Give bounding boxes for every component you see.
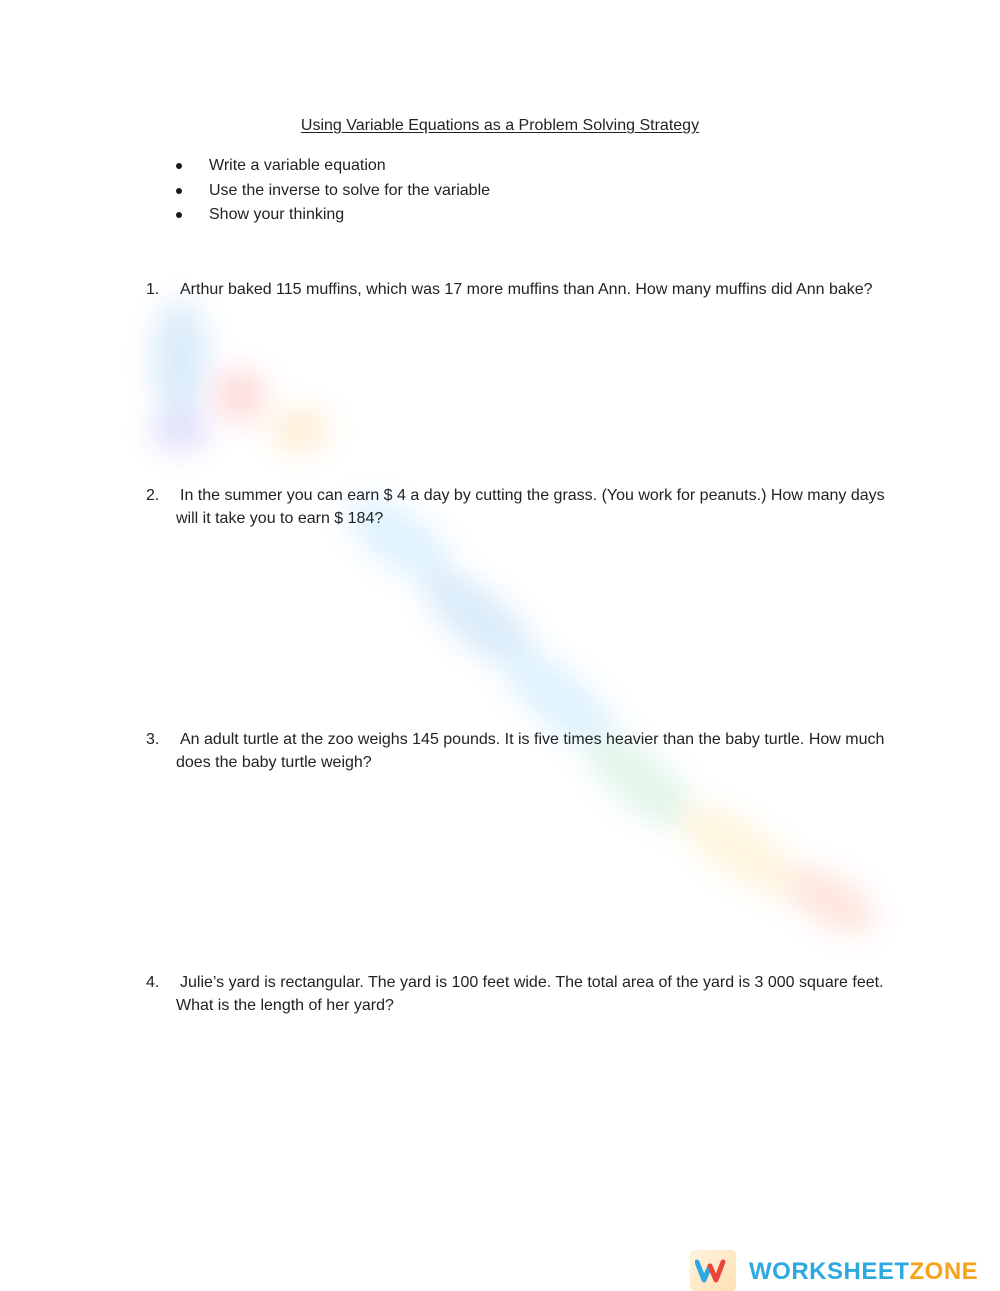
instruction-item	[176, 179, 490, 204]
bullet-icon	[176, 163, 182, 169]
question-text: An adult turtle at the zoo weighs 145 pounds. It is five times heavier than the baby turtle. How much does the baby turtle weigh?	[176, 731, 885, 771]
instructions-list	[176, 154, 490, 228]
worksheetzone-brand[interactable]	[690, 1250, 1000, 1291]
brand-name-part2: ZONE	[909, 1258, 979, 1285]
question-number: 2.	[146, 487, 160, 504]
question-1	[146, 278, 886, 301]
question-3	[146, 728, 886, 774]
worksheet-title: Using Variable Equations as a Problem Solving Strategy	[300, 117, 700, 134]
bullet-icon	[176, 212, 182, 218]
brand-wordmark	[749, 1258, 978, 1286]
instruction-item	[176, 154, 490, 179]
instruction-text: Show your thinking	[209, 206, 345, 223]
instruction-text: Write a variable equation	[209, 157, 386, 174]
question-number: 1.	[146, 281, 160, 298]
question-text: Julie’s yard is rectangular. The yard is 100 feet wide. The total area of the yard is 3 000 square feet. What is the length of her yard?	[176, 974, 884, 1014]
instruction-text: Use the inverse to solve for the variable	[209, 181, 491, 199]
question-number: 4.	[146, 974, 160, 991]
instruction-item	[176, 203, 490, 228]
worksheetzone-w-logo-icon	[690, 1250, 736, 1291]
brand-name-part1: WORKSHEET	[749, 1258, 910, 1285]
question-text: Arthur baked 115 muffins, which was 17 more muffins than Ann. How many muffins did Ann bake?	[180, 281, 873, 298]
question-2	[146, 484, 886, 530]
question-text: In the summer you can earn $ 4 a day by cutting the grass. (You work for peanuts.) How many days will it take you to earn $ 184?	[176, 487, 885, 527]
question-4	[146, 971, 886, 1017]
bullet-icon	[176, 188, 182, 194]
question-number: 3.	[146, 731, 160, 748]
